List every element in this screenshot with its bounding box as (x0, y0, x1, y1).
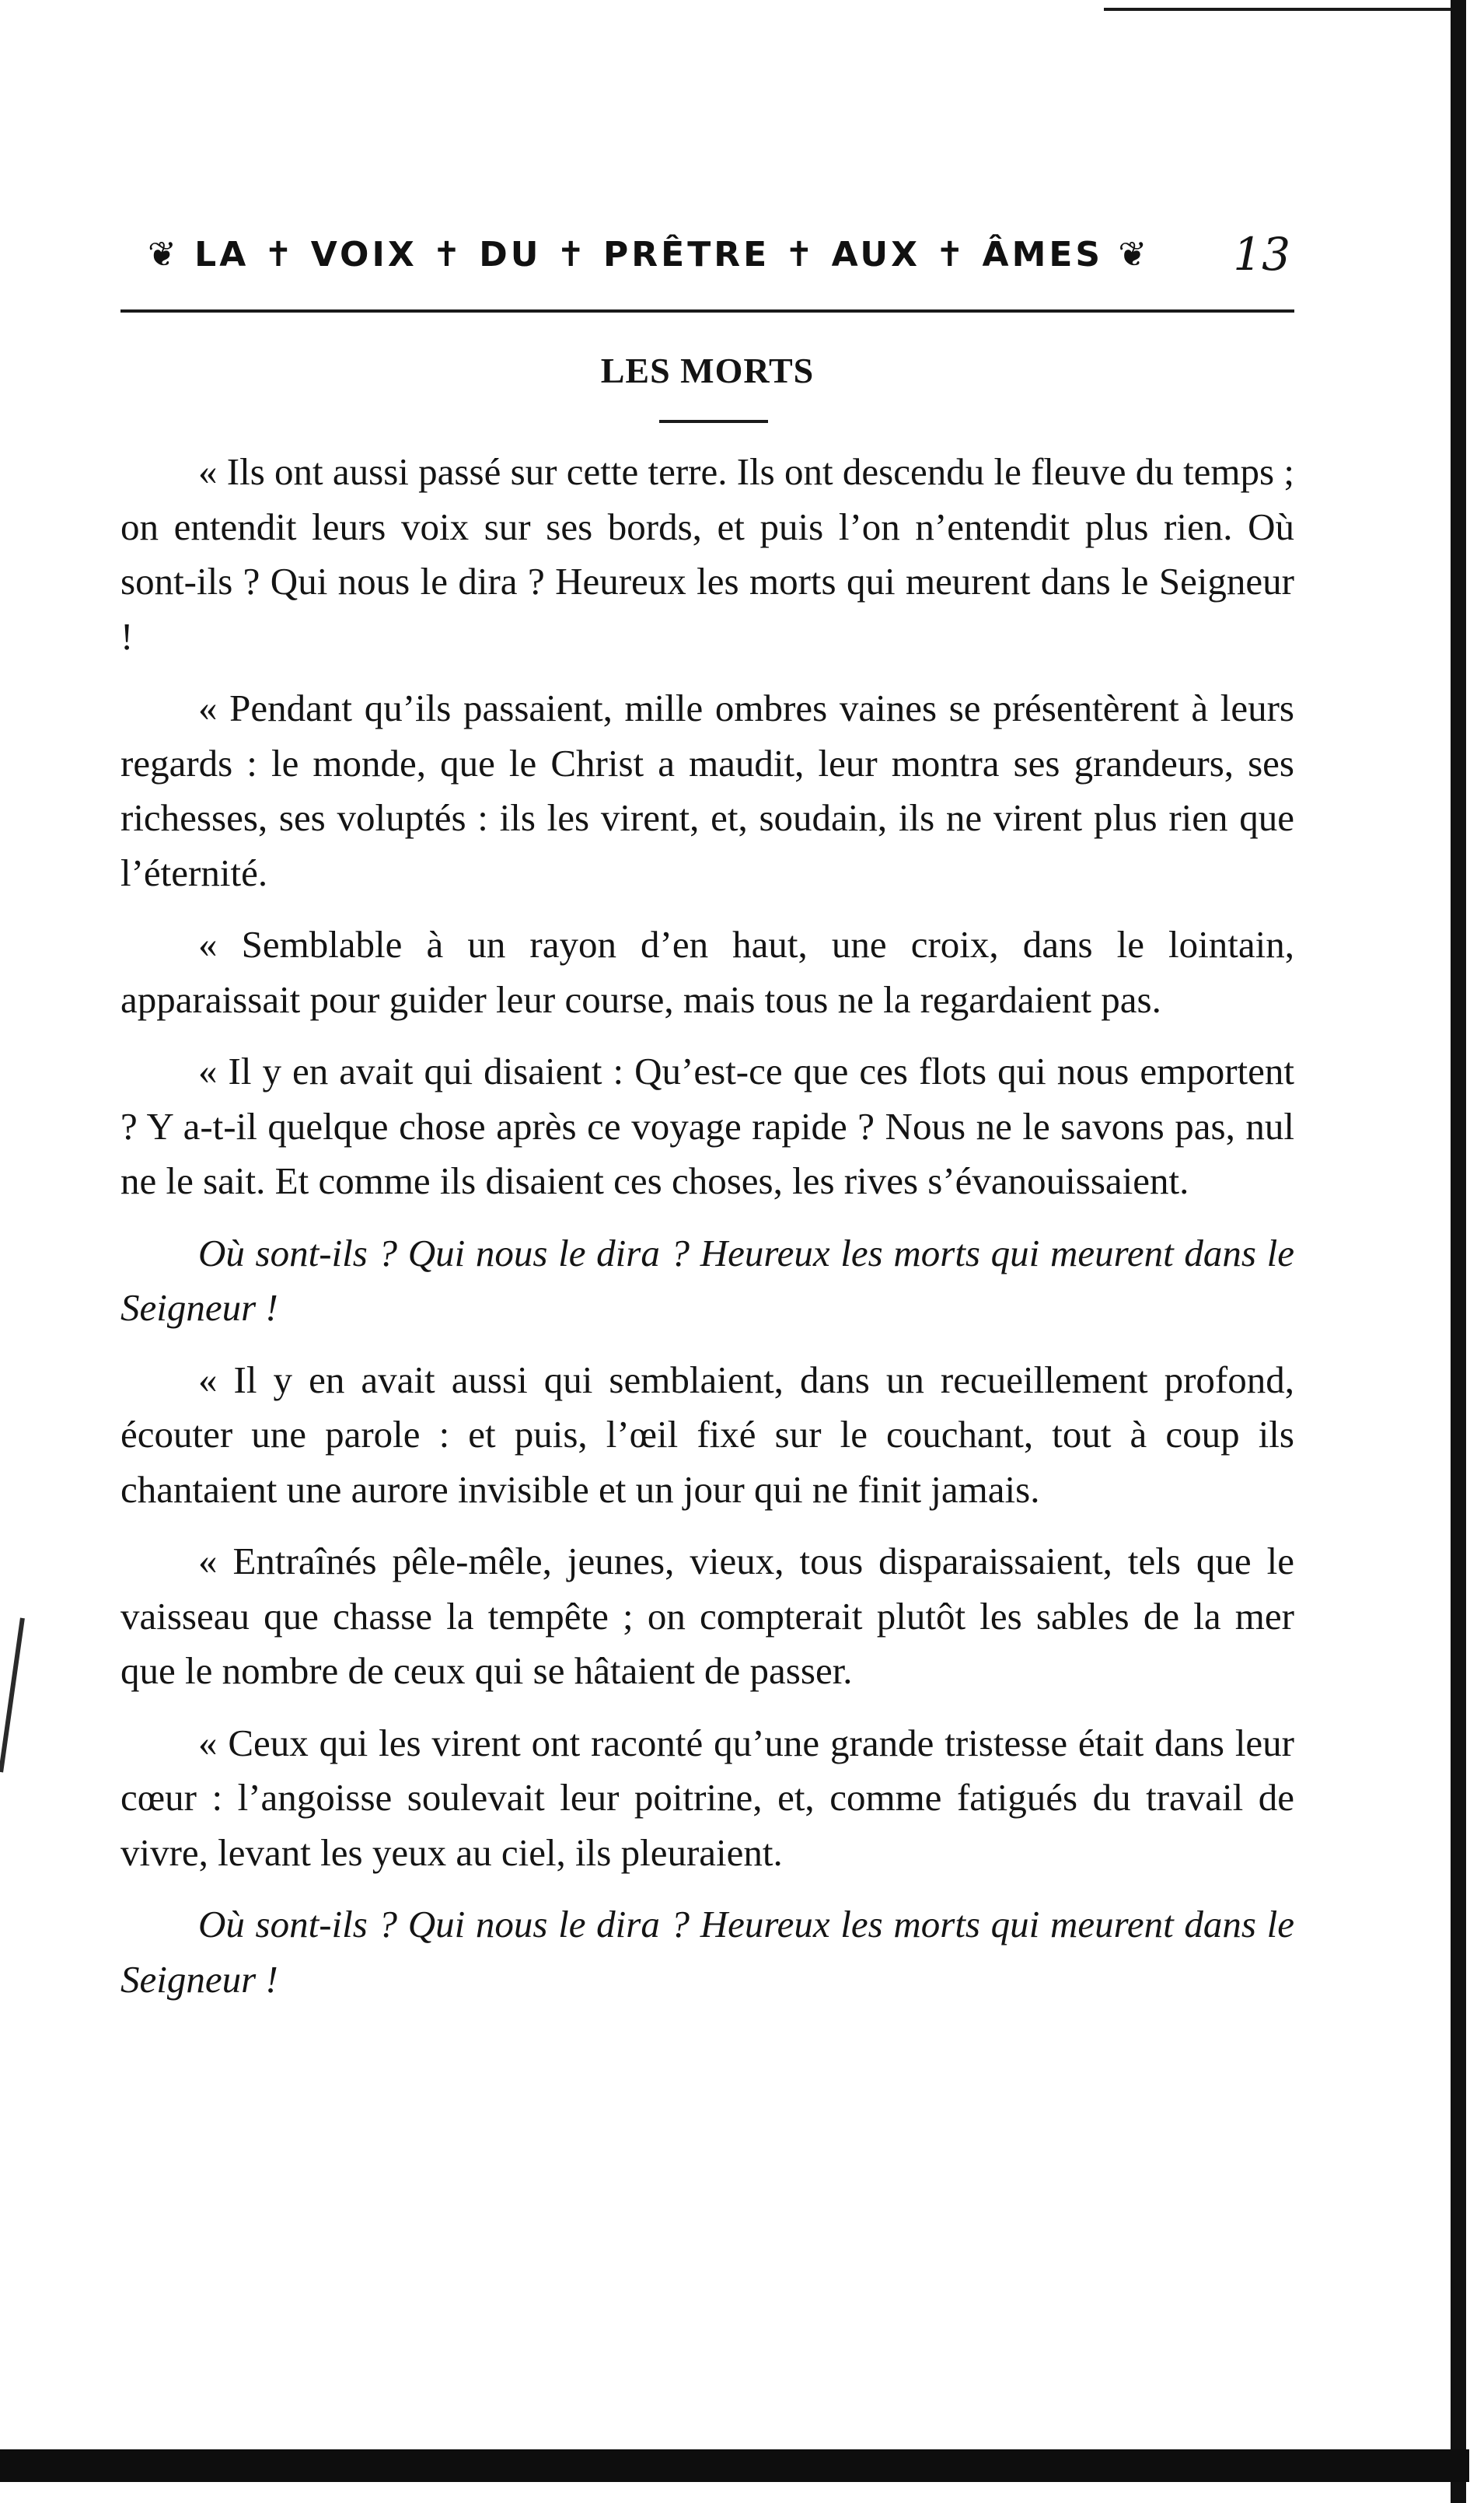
section-title: LES MORTS (600, 351, 815, 390)
paragraph: « Il y en avait qui disaient : Qu’est-ce que ces flots qui nous emportent ? Y a-t-il quelque chose après ce voyage rapide ? Nous ne le savons pas, nul ne le sait. Et comme ils disaient ces choses, les rives s’évanouissaient. (120, 1050, 1294, 1202)
paragraph: « Il y en avait aussi qui semblaient, dans un recueillement profond, écouter une parole : et puis, l’œil fixé sur le couchant, tout à coup ils chantaient une aurore invisible et un jour qui ne finit jamais. (120, 1358, 1294, 1511)
paragraph: « Entraînés pêle-mêle, jeunes, vieux, tous disparaissaient, tels que le vaisseau que chasse la tempête ; on compterait plutôt les sables de la mer que le nombre de ceux qui se hâtaient de passer. (120, 1540, 1294, 1692)
refrain-paragraph: Où sont-ils ? Qui nous le dira ? Heureux les morts qui meurent dans le Seigneur ! (120, 1231, 1294, 1329)
page-edge-right (1451, 0, 1466, 2503)
paragraph: « Ils ont aussi passé sur cette terre. Ils ont descendu le fleuve du temps ; on entendit leurs voix sur ses bords, et puis l’on n’entendit plus rien. Où sont-ils ? Qui nous le dira ? Heureux les morts qui meurent dans le Seigneur ! (120, 450, 1294, 658)
page-number: 13 (1233, 228, 1290, 281)
body-text (120, 445, 1294, 2024)
paragraph: « Semblable à un rayon d’en haut, une croix, dans le lointain, apparaissait pour guider leur course, mais tous ne la regardaient pas. (120, 923, 1294, 1021)
title-rule (659, 420, 768, 423)
left-edge-mark (0, 1618, 25, 1773)
paragraph: « Pendant qu’ils passaient, mille ombres vaines se présentèrent à leurs regards : le monde, que le Christ a maudit, leur montra ses grandeurs, ses richesses, ses voluptés : ils les virent, et, soudain, ils ne virent plus rien que l’éternité. (120, 687, 1294, 894)
paragraph: « Ceux qui les virent ont raconté qu’une grande tristesse était dans leur cœur : l’angoisse soulevait leur poitrine, et, comme fatigués du travail de vivre, levant les yeux au ciel, ils pleuraient. (120, 1721, 1294, 1874)
running-head-ornament: ❦ LA ✝ VOIX ✝ DU ✝ PRÊTRE ✝ AUX ✝ ÂMES ❦ (148, 234, 1151, 274)
header-rule (120, 309, 1294, 313)
top-rule (1104, 8, 1466, 11)
bottom-rule (0, 2449, 1469, 2482)
running-head (148, 227, 1290, 281)
refrain-paragraph: Où sont-ils ? Qui nous le dira ? Heureux les morts qui meurent dans le Seigneur ! (120, 1903, 1294, 2001)
